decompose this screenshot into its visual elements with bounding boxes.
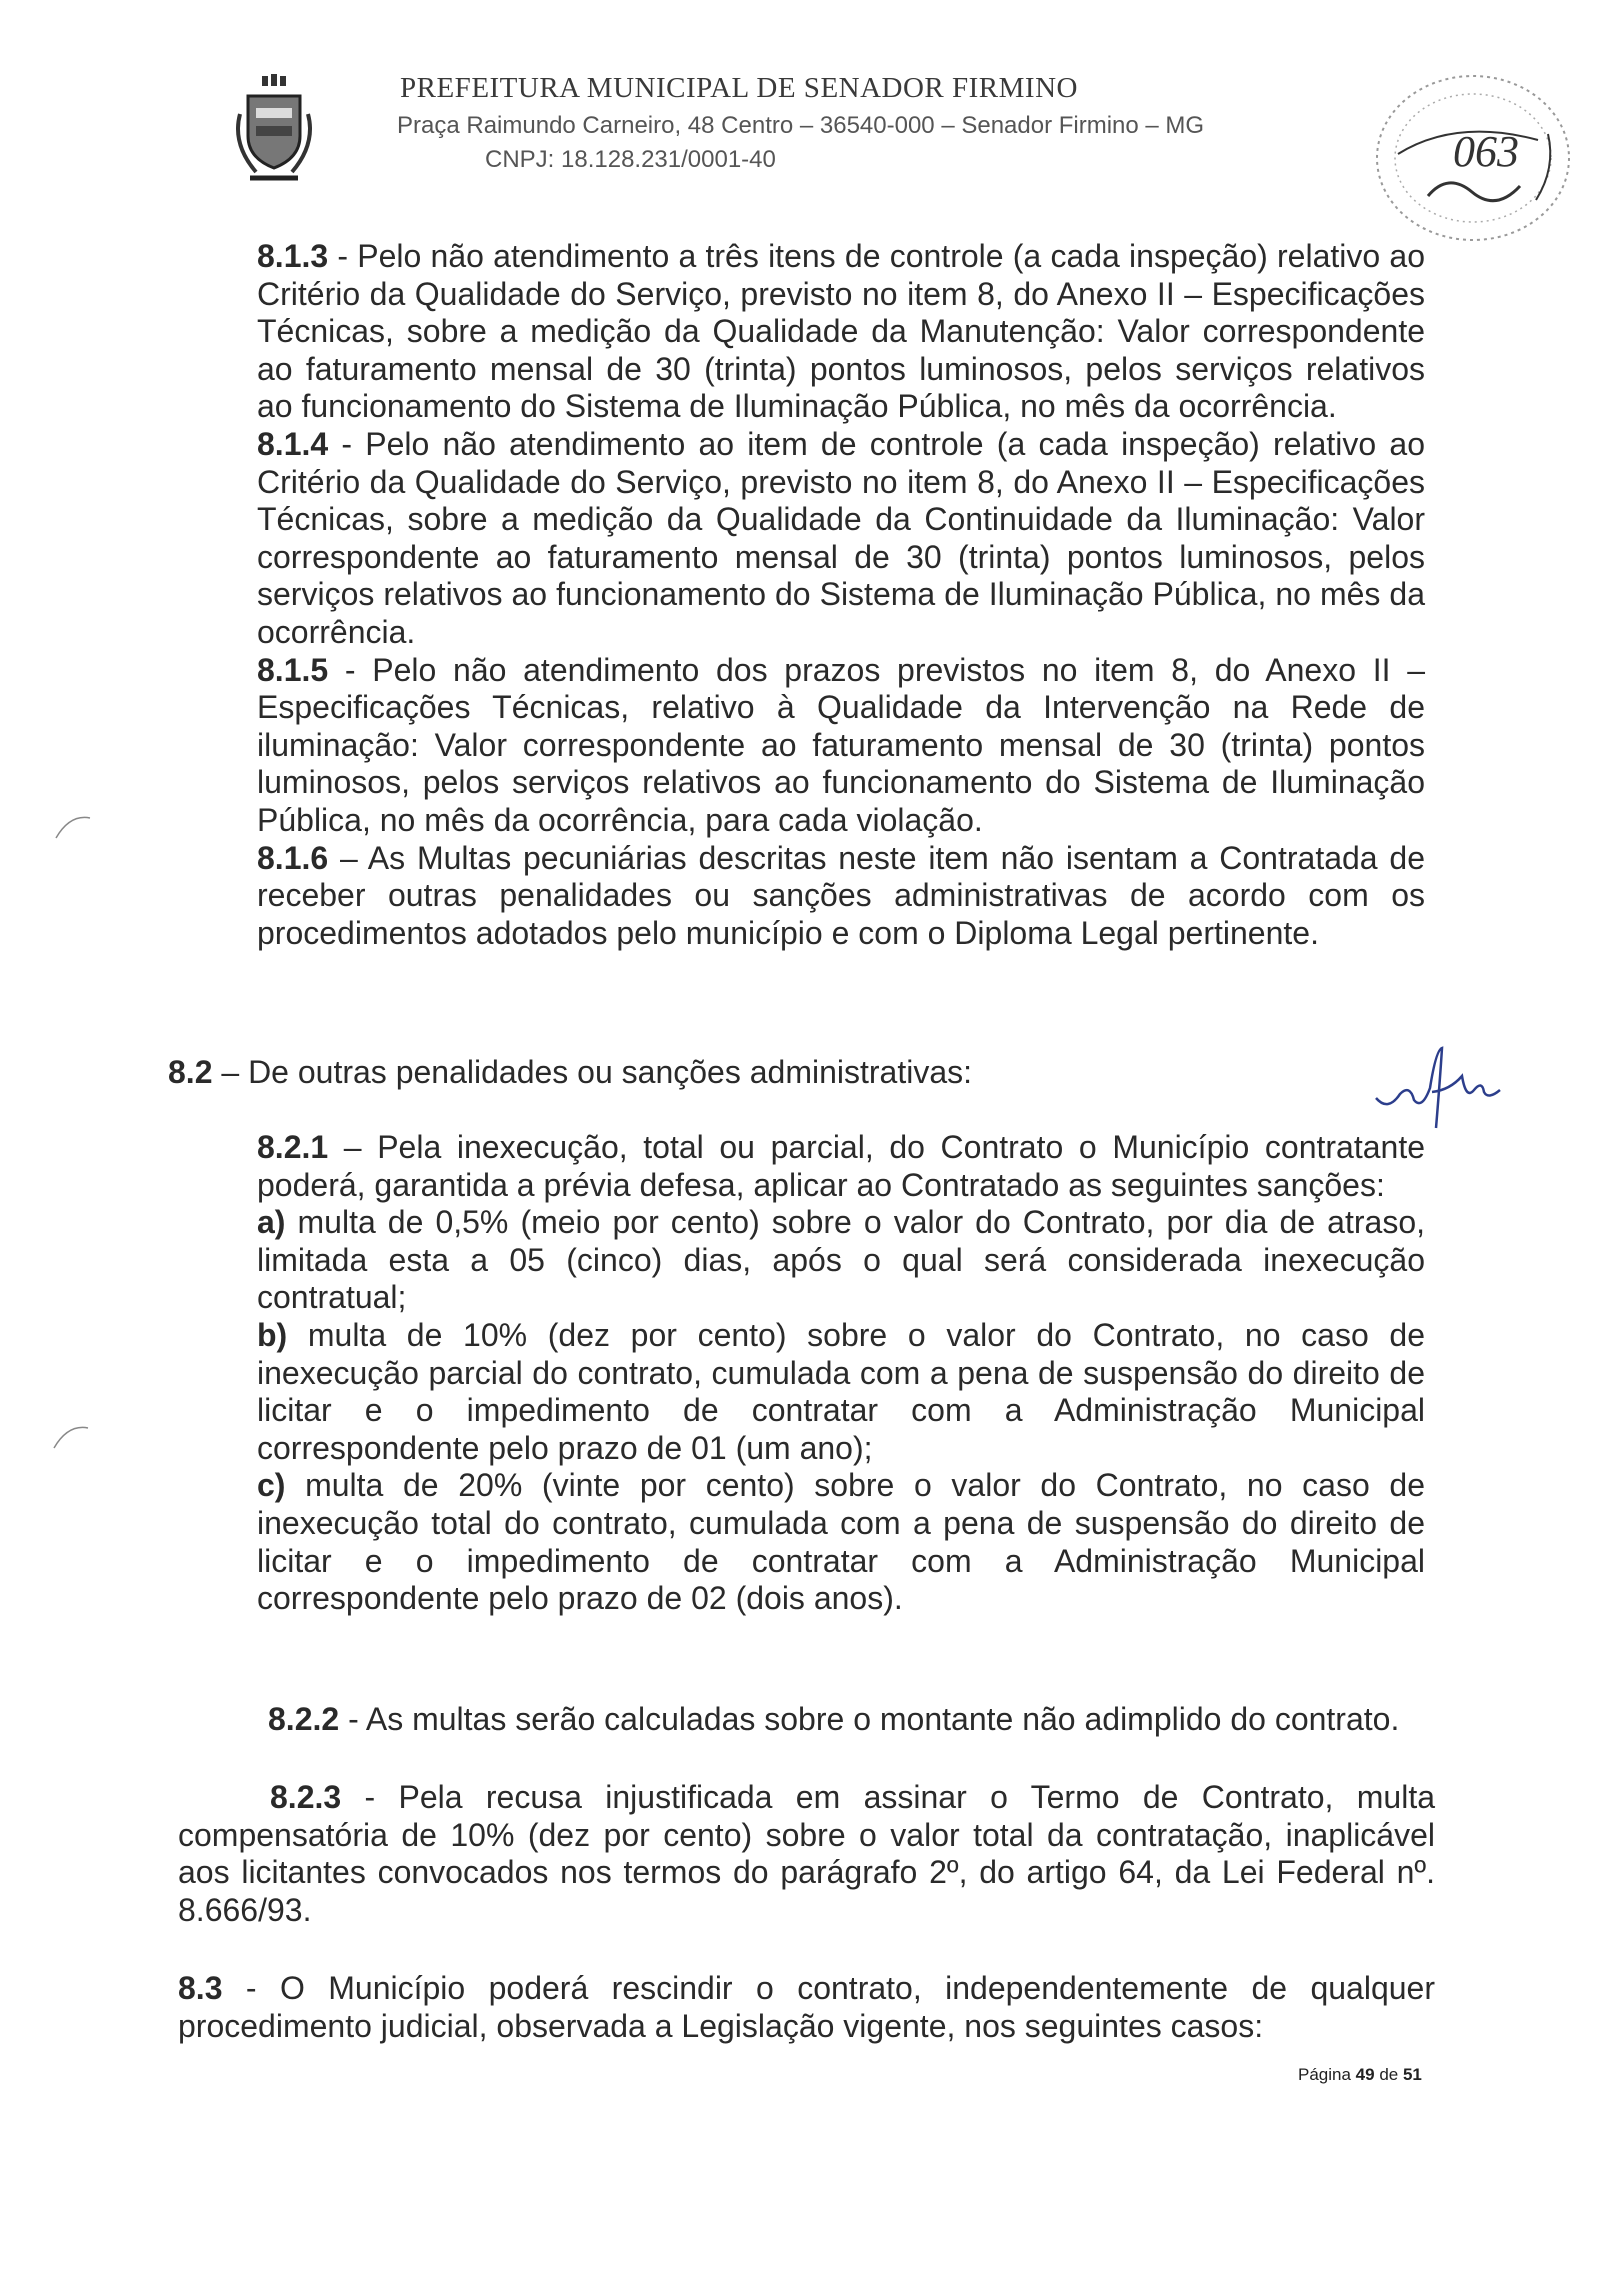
page-label: Página — [1298, 2065, 1356, 2084]
clause-text: - Pelo não atendimento dos prazos previstos no item 8, do Anexo II – Especificações Técnicas, relativo à Qualidade da Intervenção na Rede de iluminação: Valor correspondente ao faturamento mensal de 30 (trinta) pontos luminosos, pelos serviços relativos ao funcionamento do Sistema de Iluminação Pública, no mês da ocorrência, para cada violação. — [257, 651, 1425, 838]
clause-number: 8.2.1 — [257, 1129, 329, 1165]
current-page: 49 — [1355, 2065, 1375, 2084]
clause-text: - As multas serão calculadas sobre o montante não adimplido do contrato. — [339, 1701, 1400, 1737]
municipal-crest-icon — [232, 74, 316, 186]
clause-number: 8.1.6 — [257, 839, 329, 876]
header-title: PREFEITURA MUNICIPAL DE SENADOR FIRMINO — [400, 72, 1078, 104]
clause-8-3 — [178, 1970, 1435, 2045]
clause-text: - Pelo não atendimento a três itens de controle (a cada inspeção) relativo ao Critério da Qualidade do Serviço, previsto no item 8, do Anexo II – Especificações Técnicas, sobre a medição da Qualidade da Manutenção: Valor correspondente ao faturamento mensal de 30 (trinta) pontos luminosos, pelos serviços relativos ao funcionamento do Sistema de Iluminação Pública, no mês da ocorrência. — [257, 238, 1425, 425]
stamp-number: 063 — [1453, 127, 1519, 176]
item-label: c) — [257, 1467, 286, 1504]
clause-number: 8.2.2 — [268, 1701, 340, 1737]
item-text: multa de 10% (dez por cento) sobre o valor do Contrato, no caso de inexecução parcial do contrato, cumulada com a pena de suspensão do direito de licitar e o impedimento de contratar com a Administração Municipal correspondente pelo prazo de 01 (um ano); — [257, 1316, 1425, 1466]
clause-number: 8.1.5 — [257, 651, 329, 688]
clause-text: – Pela inexecução, total ou parcial, do Contrato o Município contratante poderá, garantida a prévia defesa, aplicar ao Contratado as seguintes sanções: — [257, 1129, 1425, 1203]
total-pages: 51 — [1402, 2065, 1422, 2084]
page-number — [1298, 2065, 1422, 2085]
clause-8-2-3 — [178, 1779, 1435, 1929]
page-of: de — [1374, 2065, 1403, 2084]
clause-text: - O Município poderá rescindir o contrato, independentemente de qualquer procedimento judicial, observada a Legislação vigente, nos seguintes casos: — [178, 1970, 1435, 2044]
item-text: multa de 0,5% (meio por cento) sobre o valor do Contrato, por dia de atraso, limitada esta a 05 (cinco) dias, após o qual será considerada inexecução contratual; — [257, 1204, 1425, 1316]
clause-number: 8.1.4 — [257, 425, 329, 462]
clause-text: – As Multas pecuniárias descritas neste item não isentam a Contratada de receber outras penalidades ou sanções administrativas de acordo com os procedimentos adotados pelo município e com o Diploma Legal pertinente. — [257, 839, 1425, 951]
clause-number: 8.3 — [178, 1970, 223, 2006]
clause-8-1-5 — [257, 652, 1425, 840]
clause-number: 8.2 — [168, 1054, 213, 1090]
clauses-8-1-3-to-8-1-6 — [257, 238, 1425, 952]
clause-text: – De outras penalidades ou sanções administrativas: — [212, 1054, 973, 1090]
clause-8-2-1-intro — [257, 1129, 1425, 1204]
margin-scan-mark — [50, 1418, 90, 1458]
letterhead — [0, 60, 1600, 180]
sanction-c — [257, 1467, 1425, 1617]
clause-8-2-2 — [268, 1701, 1428, 1739]
item-label: a) — [257, 1204, 286, 1241]
header-address: Praça Raimundo Carneiro, 48 Centro – 36540-000 – Senador Firmino – MG — [397, 112, 1205, 139]
clause-8-1-4 — [257, 426, 1425, 652]
clause-8-2 — [168, 1054, 1338, 1092]
clause-number: 8.2.3 — [270, 1779, 342, 1815]
page-numbering-stamp — [1368, 68, 1578, 248]
clause-text: - Pelo não atendimento ao item de controle (a cada inspeção) relativo ao Critério da Qualidade do Serviço, previsto no item 8, do Anexo II – Especificações Técnicas, sobre a medição da Qualidade da Continuidade da Iluminação: Valor correspondente ao faturamento mensal de 30 (trinta) pontos luminosos, pelos serviços relativos ao funcionamento do Sistema de Iluminação Pública, no mês da ocorrência. — [257, 425, 1425, 650]
clause-8-1-3 — [257, 238, 1425, 426]
item-label: b) — [257, 1316, 288, 1353]
header-cnpj: CNPJ: 18.128.231/0001-40 — [485, 146, 776, 173]
clause-8-1-6 — [257, 840, 1425, 953]
clause-text: - Pela recusa injustificada em assinar o Termo de Contrato, multa compensatória de 10% (dez por cento) sobre o valor total da contratação, inaplicável aos licitantes convocados nos termos do parágrafo 2º, do artigo 64, da Lei Federal nº. 8.666/93. — [178, 1779, 1435, 1928]
clause-number: 8.1.3 — [257, 238, 329, 274]
clause-8-2-1 — [257, 1129, 1425, 1618]
handwritten-initials-signature — [1370, 1040, 1505, 1130]
item-text: multa de 20% (vinte por cento) sobre o valor do Contrato, no caso de inexecução total do contrato, cumulada com a pena de suspensão do direito de licitar e o impedimento de contratar com a Administração Municipal correspondente pelo prazo de 02 (dois anos). — [257, 1467, 1425, 1617]
sanction-a — [257, 1204, 1425, 1317]
margin-scan-mark — [52, 808, 92, 848]
sanction-b — [257, 1317, 1425, 1467]
